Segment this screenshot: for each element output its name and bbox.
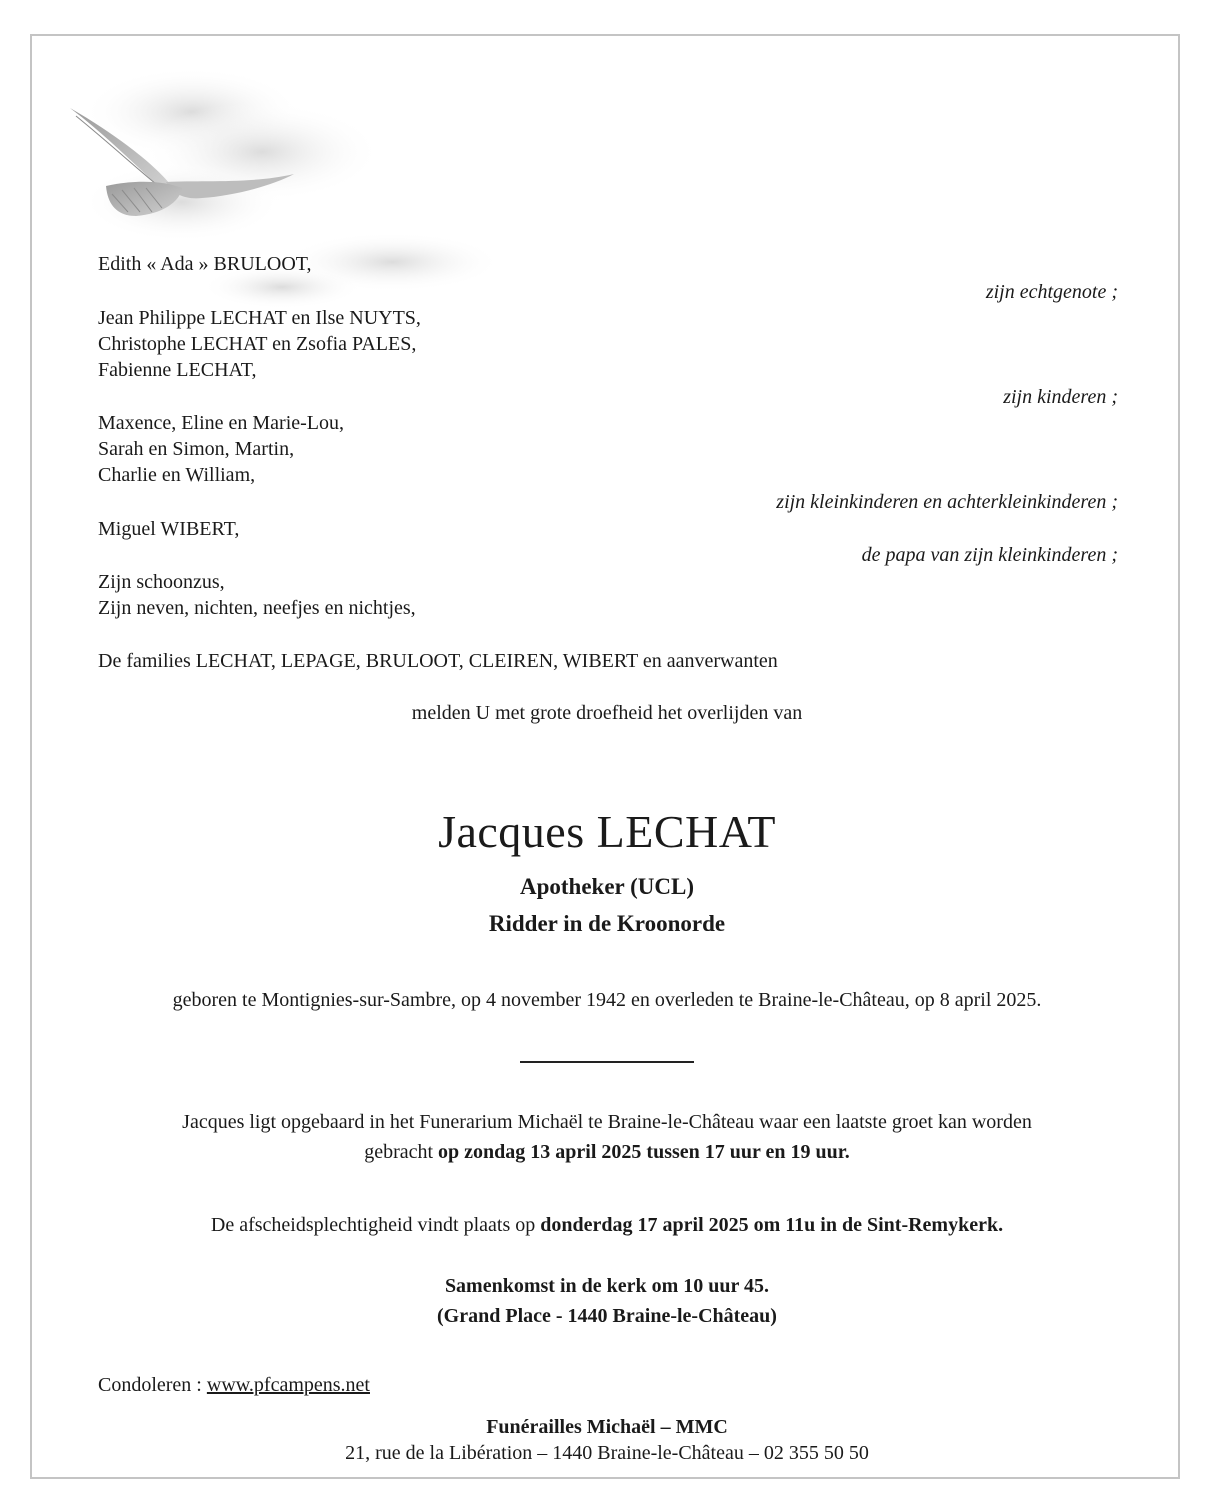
divider [520, 1061, 694, 1063]
funeral-home-address: 21, rue de la Libération – 1440 Braine-le-Château – 02 355 50 50 [345, 1442, 869, 1464]
other-relatives: Zijn schoonzus, [98, 571, 225, 593]
gathering-address: (Grand Place - 1440 Braine-le-Château) [437, 1305, 777, 1327]
funeral-home-name: Funérailles Michaël – MMC [486, 1416, 728, 1438]
child-name: Fabienne LECHAT, [98, 359, 257, 381]
grandchild-names: Charlie en William, [98, 464, 256, 486]
deceased-title: Apotheker (UCL) [520, 874, 694, 899]
deceased-title: Ridder in de Kroonorde [488, 911, 726, 936]
grandchild-names: Maxence, Eline en Marie-Lou, [98, 412, 345, 434]
father-name: Miguel WIBERT, [98, 518, 240, 540]
spouse-role: zijn echtgenote ; [985, 281, 1118, 303]
deceased-name: Jacques LECHAT [438, 806, 776, 857]
other-relatives: Zijn neven, nichten, neefjes en nichtjes, [98, 597, 416, 619]
condolences-label: Condoleren : [98, 1374, 207, 1396]
father-role: de papa van zijn kleinkinderen ; [861, 544, 1118, 566]
birth-death-line: geboren te Montignies-sur-Sambre, op 4 november 1942 en overleden te Braine-le-Château, op 8 april 2025. [172, 989, 1042, 1011]
ceremony-line [0, 1213, 1214, 1237]
condolences-link[interactable]: www.pfcampens.net [206, 1374, 370, 1396]
gathering-time: Samenkomst in de kerk om 10 uur 45. [444, 1275, 770, 1297]
children-role: zijn kinderen ; [1003, 386, 1118, 408]
grandchildren-role: zijn kleinkinderen en achterkleinkinderen ; [776, 491, 1118, 513]
viewing-prefix: gebracht [364, 1141, 439, 1163]
spouse-name: Edith « Ada » BRULOOT, [98, 253, 312, 275]
grandchild-names: Sarah en Simon, Martin, [98, 438, 295, 460]
announcement: melden U met grote droefheid het overlijden van [411, 702, 803, 724]
child-name: Jean Philippe LECHAT en Ilse NUYTS, [98, 307, 421, 329]
ceremony-time: donderdag 17 april 2025 om 11u in de Sint-Remykerk. [540, 1214, 1004, 1236]
families-line: De families LECHAT, LEPAGE, BRULOOT, CLEIREN, WIBERT en aanverwanten [98, 650, 778, 672]
viewing-time: op zondag 13 april 2025 tussen 17 uur en 19 uur. [438, 1141, 850, 1163]
child-name: Christophe LECHAT en Zsofia PALES, [98, 333, 417, 355]
condolences-line [98, 1373, 370, 1397]
viewing-time-line [0, 1140, 1214, 1164]
viewing-line: Jacques ligt opgebaard in het Funerarium Michaël te Braine-le-Château waar een laatste groet kan worden [182, 1111, 1032, 1133]
dove-icon [62, 62, 492, 322]
ceremony-prefix: De afscheidsplechtigheid vindt plaats op [210, 1214, 541, 1236]
